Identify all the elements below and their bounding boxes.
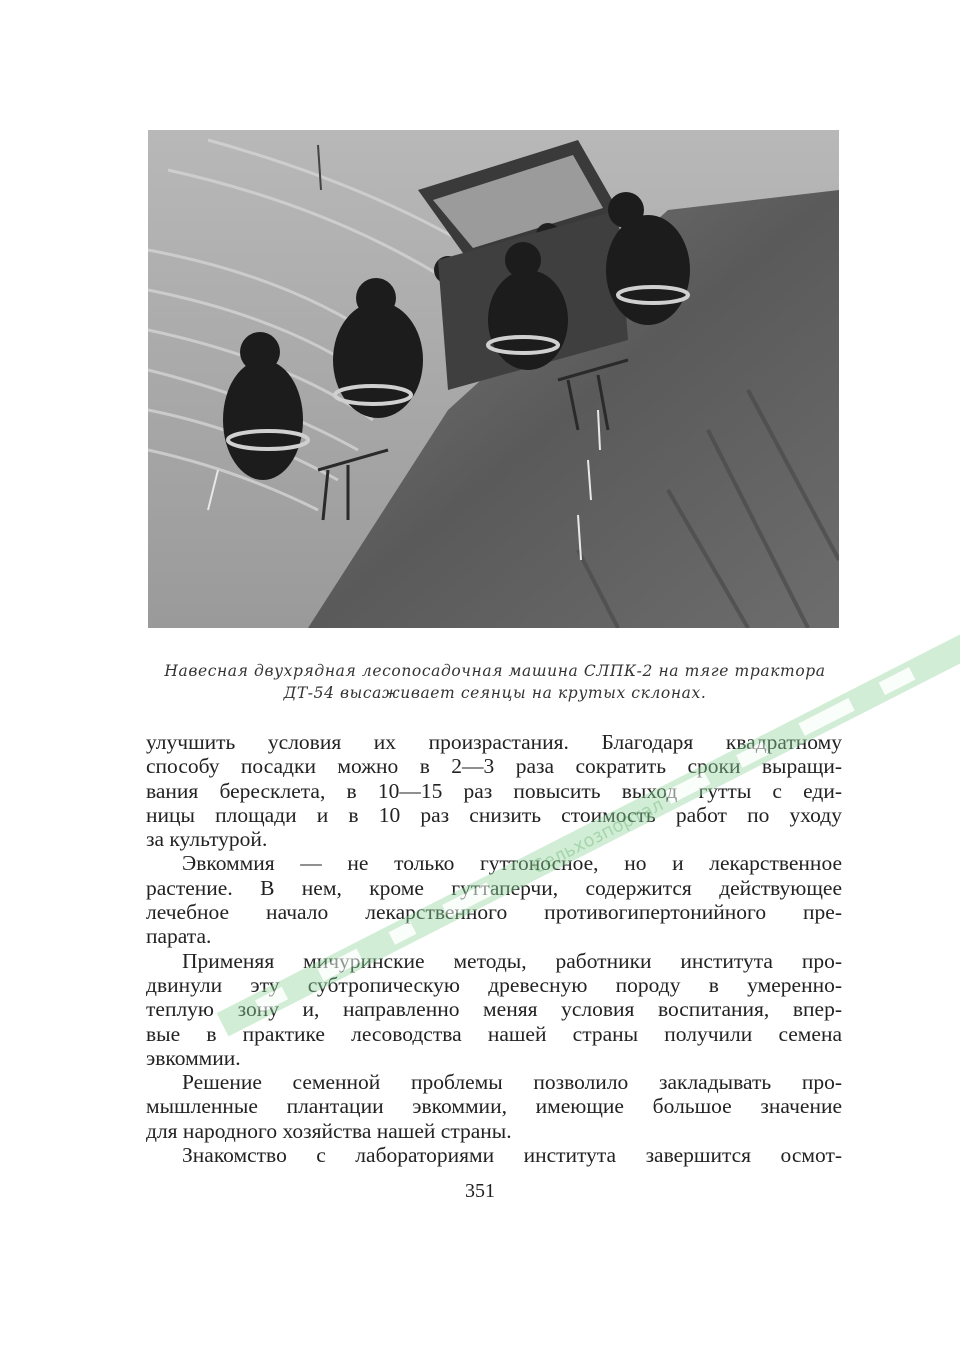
- caption-line-2: ДТ-54 высаживает сеянцы на крутых склонах.: [283, 684, 707, 702]
- svg-text:Сельхозпортал: Сельхозпортал: [528, 794, 667, 879]
- text-line: парата.: [146, 924, 212, 949]
- tractor-photo: [148, 130, 839, 628]
- page-number: 351: [465, 1180, 495, 1202]
- text-line: теплую зону и, направленно меняя условия воспитания, впер-: [146, 997, 842, 1022]
- text-line: двинули эту субтропическую древесную породу в умеренно-: [146, 972, 842, 997]
- text-line: улучшить условия их произрастания. Благодаря квадратному: [146, 730, 842, 754]
- caption-line-1: Навесная двухрядная лесопосадочная машина СЛПК-2 на тяге трактора: [164, 662, 826, 680]
- text-line: мышленные плантации эвкоммии, имеющие большое значение: [146, 1094, 842, 1119]
- body-text: [146, 730, 842, 1167]
- text-line: Применяя мичуринские методы, работники института про-: [182, 948, 842, 973]
- text-line: способу посадки можно в 2—3 раза сократить сроки выращи-: [146, 754, 842, 779]
- text-line: вания бересклета, в 10—15 раз повысить выход гутты с еди-: [146, 778, 842, 803]
- text-line: эвкоммии.: [146, 1045, 241, 1070]
- text-line: для народного хозяйства нашей страны.: [146, 1118, 512, 1143]
- text-line: растение. В нем, кроме гуттаперчи, содержится действующее: [146, 875, 842, 900]
- tractor-photo-image: [148, 130, 839, 628]
- text-line: лечебное начало лекарственного противогипертонийного пре-: [146, 900, 842, 925]
- photo-caption: [140, 660, 850, 704]
- text-line: Решение семенной проблемы позволило закладывать про-: [182, 1070, 842, 1095]
- text-line: за культурой.: [146, 827, 268, 852]
- text-line: вые в практике лесоводства нашей страны получили семена: [146, 1021, 842, 1046]
- text-line: Знакомство с лабораториями института завершится осмот-: [182, 1143, 842, 1168]
- text-line: Эвкоммия — не только гуттоносное, но и лекарственное: [182, 851, 842, 876]
- text-line: ницы площади и в 10 раз снизить стоимость работ по уходу: [146, 802, 842, 827]
